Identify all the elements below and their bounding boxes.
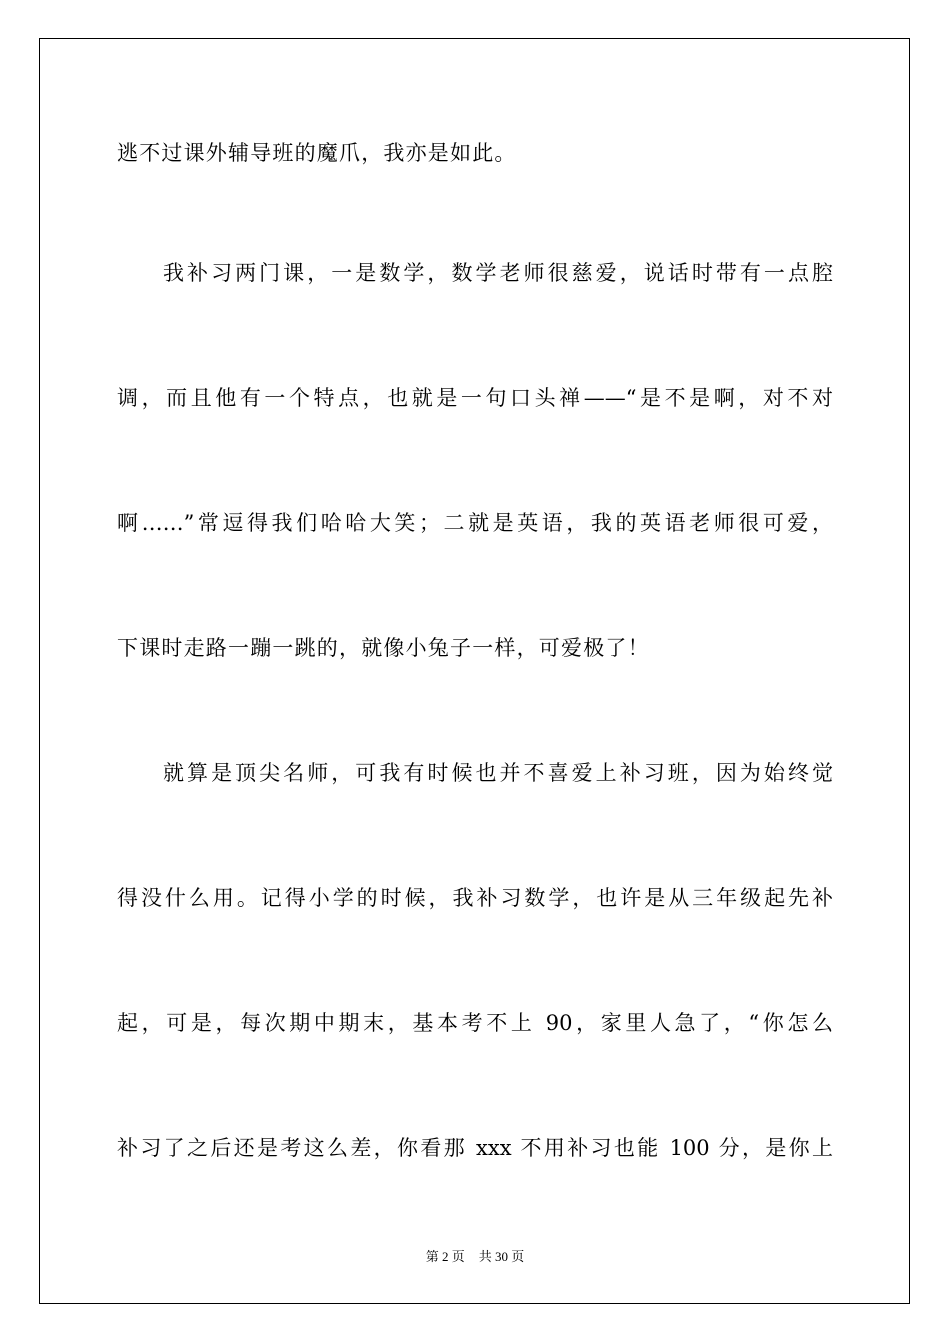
page-number: 第 2 页	[425, 1249, 465, 1264]
text-line-8: 起，可是，每次期中期末，基本考不上 90，家里人急了，“你怎么	[117, 1011, 833, 1035]
page-footer	[0, 1247, 950, 1267]
text-line-9: 补习了之后还是考这么差，你看那 xxx 不用补习也能 100 分，是你上	[117, 1136, 833, 1160]
text-line-5: 下课时走路一蹦一跳的，就像小兔子一样，可爱极了！	[117, 636, 650, 660]
text-line-7: 得没什么用。记得小学的时候，我补习数学，也许是从三年级起先补	[117, 886, 833, 910]
page-total: 共 30 页	[478, 1249, 525, 1264]
text-line-1: 逃不过课外辅导班的魔爪，我亦是如此。	[117, 141, 517, 165]
text-line-2: 我补习两门课，一是数学，数学老师很慈爱，说话时带有一点腔	[163, 261, 833, 285]
page-border	[39, 38, 910, 1304]
text-line-6: 就算是顶尖名师，可我有时候也并不喜爱上补习班，因为始终觉	[163, 761, 833, 785]
text-line-3: 调，而且他有一个特点，也就是一句口头禅——“是不是啊，对不对	[117, 386, 833, 410]
text-line-4: 啊……”常逗得我们哈哈大笑；二就是英语，我的英语老师很可爱，	[117, 511, 833, 535]
